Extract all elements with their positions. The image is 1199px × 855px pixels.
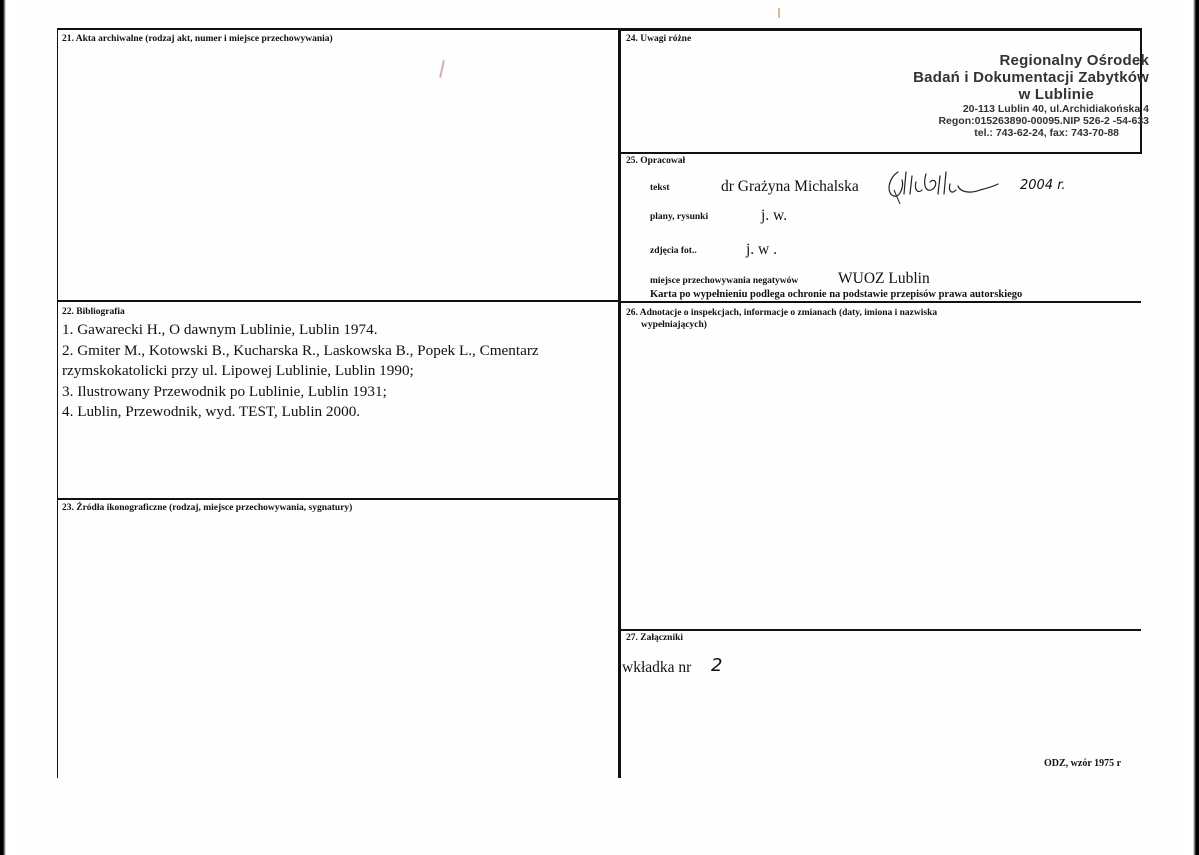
section-26-label: 26. Adnotacje o inspekcjach, informacje o zmianach (daty, imiona i nazwiska <box>626 308 938 318</box>
author-name: dr Grażyna Michalska <box>721 178 859 195</box>
negatywy-value: WUOZ Lublin <box>838 270 930 287</box>
bibliography-item: rzymskokatolicki przy ul. Lipowej Lublinie, Lublin 1990; <box>62 362 414 379</box>
plany-value: j. w. <box>761 207 788 224</box>
plany-label: plany, rysunki <box>650 212 709 222</box>
bibliography-item: 3. Ilustrowany Przewodnik po Lublinie, Lublin 1931; <box>62 382 387 400</box>
bibliography-item: 1. Gawarecki H., O dawnym Lublinie, Lublin 1974. <box>62 321 378 338</box>
stamp-line: Regionalny Ośrodek <box>999 52 1149 69</box>
scan-speck <box>439 60 445 78</box>
signature-date: 2004 r. <box>1020 178 1066 193</box>
bibliography-item: 4. Lublin, Przewodnik, wyd. TEST, Lublin 2000. <box>62 403 361 420</box>
wkladka-number: 2 <box>711 655 723 676</box>
divider-26-27 <box>620 629 1141 631</box>
scan-edge-right <box>1185 0 1199 855</box>
divider-22-23 <box>57 498 620 500</box>
section-27-label: 27. Załączniki <box>626 633 684 643</box>
stamp-line: Badań i Dokumentacji Zabytków <box>913 69 1149 86</box>
stamp-line: Regon:015263890-00095.NIP 526-2 -54-633 <box>938 115 1149 127</box>
divider-25-26 <box>620 301 1141 303</box>
form-identifier: ODZ, wzór 1975 r <box>1044 758 1122 769</box>
signature-scribble <box>884 168 1004 204</box>
scan-edge-left <box>0 0 14 855</box>
stamp-line: tel.: 743-62-24, fax: 743-70-88 <box>974 127 1119 139</box>
copyright-note: Karta po wypełnieniu podlega ochronie na podstawie przepisów prawa autorskiego <box>650 289 1023 300</box>
institution-stamp <box>913 52 1149 139</box>
section-25-label: 25. Opracował <box>626 156 686 166</box>
section-26-label-cont: wypełniających) <box>641 320 707 330</box>
stamp-line: 20-113 Lublin 40, ul.Archidiakońska 4 <box>962 103 1149 115</box>
section-22-label: 22. Bibliografia <box>62 307 125 317</box>
section-23-label: 23. Źródła ikonograficzne (rodzaj, miejsce przechowywania, sygnatury) <box>62 503 353 513</box>
zdjecia-value: j. w . <box>746 241 777 258</box>
frame-top-left <box>57 28 620 30</box>
section-21-label: 21. Akta archiwalne (rodzaj akt, numer i miejsce przechowywania) <box>62 34 333 44</box>
frame-top-right <box>620 28 1141 31</box>
bibliography-list <box>62 320 624 423</box>
frame-left-edge <box>57 28 58 778</box>
divider-24-25 <box>620 152 1141 154</box>
section-24-label: 24. Uwagi różne <box>626 34 692 44</box>
bibliography-item: 2. Gmiter M., Kotowski B., Kucharska R., Laskowska B., Popek L., Cmentarz <box>62 341 539 359</box>
zdjecia-label: zdjęcia fot.. <box>650 246 697 256</box>
tekst-label: tekst <box>650 183 670 193</box>
stamp-line: w Lublinie <box>1018 86 1094 103</box>
wkladka-label: wkładka nr <box>622 659 692 676</box>
author-signature <box>884 168 1004 209</box>
scan-speck <box>778 8 780 18</box>
negatywy-label: miejsce przechowywania negatywów <box>650 276 799 286</box>
divider-21-22 <box>57 300 620 302</box>
